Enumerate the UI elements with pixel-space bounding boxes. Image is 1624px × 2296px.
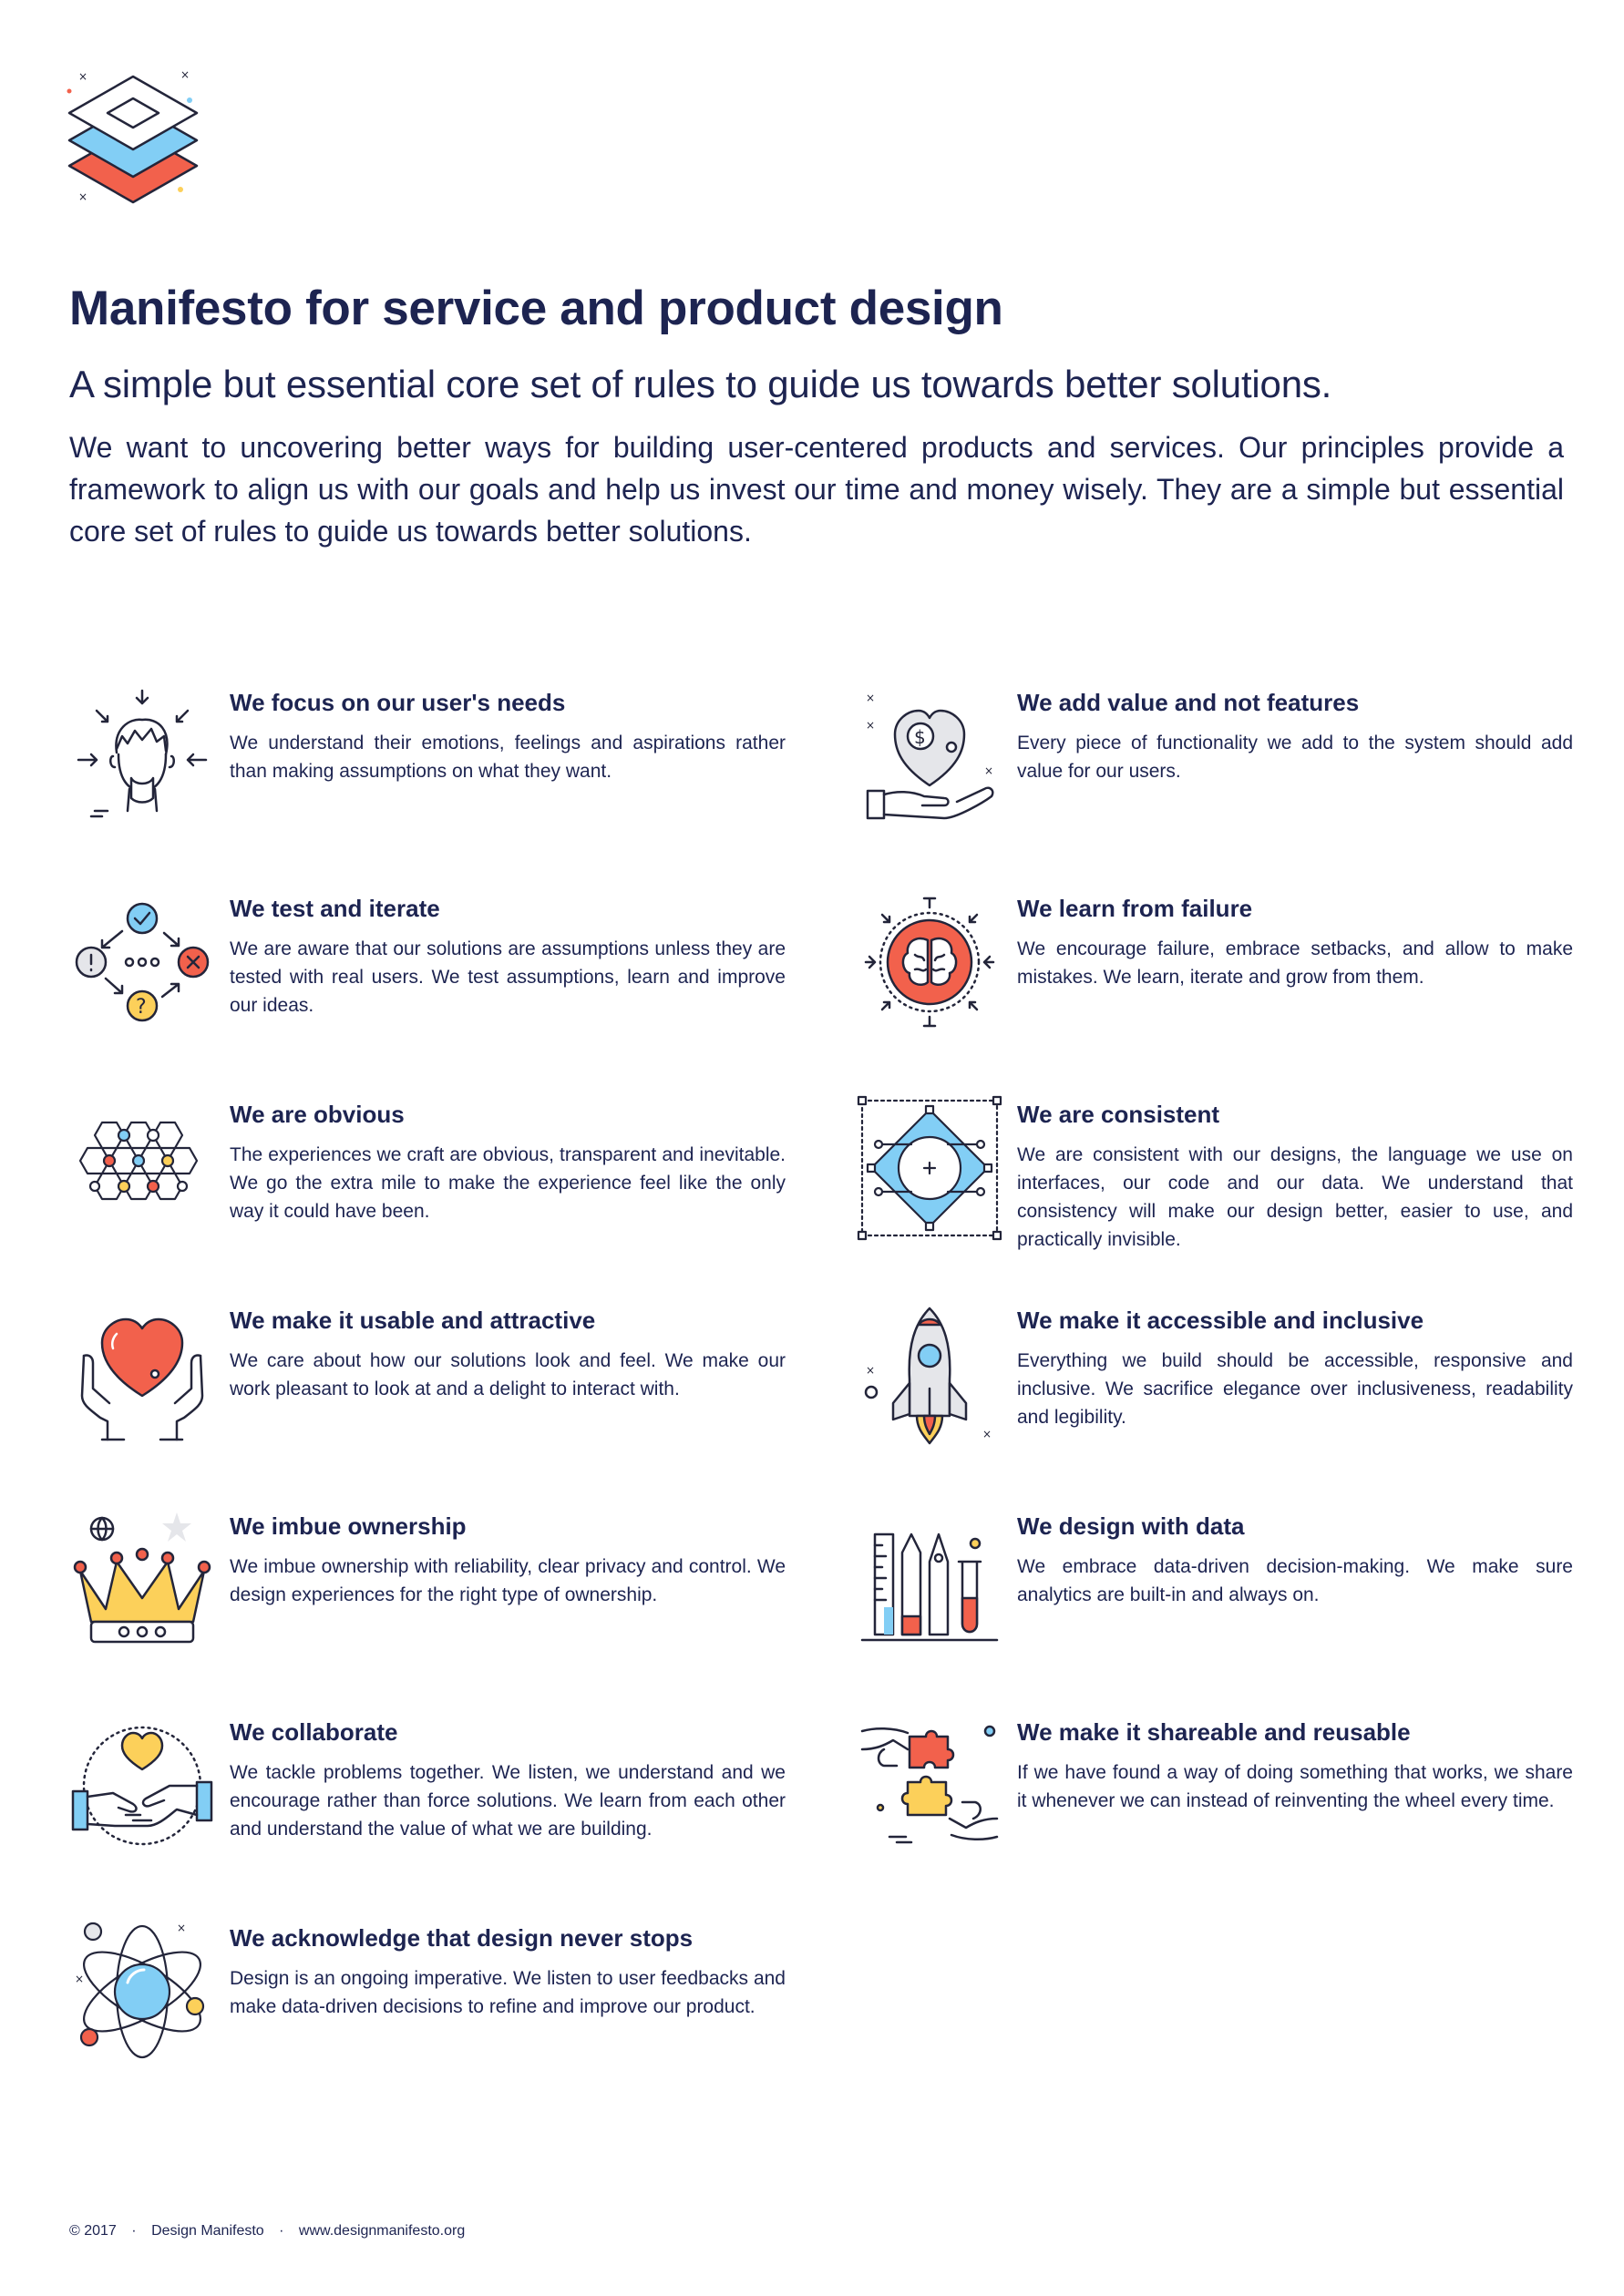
principle-shareable-reusable <box>857 1713 1586 1895</box>
vector-shape-icon <box>857 1095 1002 1241</box>
puzzle-hands-icon <box>857 1713 1002 1859</box>
footer-separator: · <box>131 2223 137 2239</box>
footer-separator: · <box>279 2223 284 2239</box>
principle-test-iterate <box>69 889 798 1071</box>
principle-obvious <box>69 1095 798 1277</box>
rocket-icon <box>857 1301 1002 1447</box>
page-title: Manifesto for service and product design <box>69 282 1003 335</box>
principle-body: Design is an ongoing imperative. We listen to user feedbacks and make data-driven decisions to refine and improve our product. <box>230 1968 786 2017</box>
svg-text:×: × <box>78 70 88 83</box>
user-needs-icon <box>69 683 215 829</box>
principle-title: We are obvious <box>230 1101 405 1128</box>
principle-title: We design with data <box>1017 1512 1245 1540</box>
svg-text:×: × <box>75 1973 85 1985</box>
principle-learn-failure <box>857 889 1586 1071</box>
principle-title: We learn from failure <box>1017 895 1253 922</box>
principle-body: Every piece of functionality we add to the system should add value for our users. <box>1017 733 1573 782</box>
hexagon-network-icon <box>69 1095 215 1241</box>
principle-title: We make it usable and attractive <box>230 1307 596 1334</box>
principle-body: The experiences we craft are obvious, transparent and inevitable. We go the extra mile to make the experience feel like the only way it could have been. <box>230 1144 786 1222</box>
principle-ownership <box>69 1507 798 1689</box>
principle-body: We embrace data-driven decision-making. We make sure analytics are built-in and always on. <box>1017 1556 1573 1605</box>
page-subtitle: A simple but essential core set of rules to guide us towards better solutions. <box>69 363 1332 405</box>
principle-body: If we have found a way of doing something that works, we share it whenever we can instead of reinventing the wheel every time. <box>1017 1762 1573 1811</box>
principle-title: We collaborate <box>230 1718 398 1746</box>
footer-name: Design Manifesto <box>151 2223 264 2239</box>
hands-heart-icon <box>69 1301 215 1447</box>
svg-text:$: $ <box>914 726 926 748</box>
layers-logo-icon <box>64 64 210 210</box>
principle-body: We care about how our solutions look and feel. We make our work pleasant to look at and a delight to interact with. <box>230 1350 786 1399</box>
principle-user-needs <box>69 683 798 866</box>
svg-text:×: × <box>866 692 876 704</box>
principle-collaborate <box>69 1713 798 1895</box>
svg-text:×: × <box>984 764 994 777</box>
handshake-icon <box>69 1713 215 1859</box>
principle-title: We focus on our user's needs <box>230 689 566 716</box>
design-tools-icon <box>857 1507 1002 1653</box>
footer-copyright: © 2017 <box>69 2223 117 2239</box>
svg-text:?: ? <box>136 996 147 1019</box>
intro-paragraph: We want to uncovering better ways for building user-centered products and services. Our principles provide a framework to align us with our goals and help us invest our time and money wisely. They are a simple but essential core set of rules to guide us towards better solutions. <box>69 431 1564 548</box>
svg-text:×: × <box>177 1922 187 1934</box>
principle-title: We are consistent <box>1017 1101 1220 1128</box>
principle-design-data <box>857 1507 1586 1689</box>
principle-body: We understand their emotions, feelings and aspirations rather than making assumptions on what they want. <box>230 733 786 782</box>
principle-title: We test and iterate <box>230 895 440 922</box>
principle-add-value <box>857 683 1586 866</box>
principle-usable-attractive <box>69 1301 798 1483</box>
brain-icon <box>857 889 1002 1035</box>
principle-title: We acknowledge that design never stops <box>230 1924 694 1952</box>
svg-text:×: × <box>180 68 190 81</box>
principle-title: We make it accessible and inclusive <box>1017 1307 1424 1334</box>
principle-body: We imbue ownership with reliability, clear privacy and control. We design experiences for the right type of ownership. <box>230 1556 786 1605</box>
principle-body: Everything we build should be accessible, responsive and inclusive. We sacrifice elegance over inclusiveness, readability and legibility. <box>1017 1350 1573 1428</box>
principle-accessible-inclusive <box>857 1301 1586 1483</box>
principle-title: We make it shareable and reusable <box>1017 1718 1411 1746</box>
principle-body: We are aware that our solutions are assumptions unless they are tested with real users. We test assumptions, learn and improve our ideas. <box>230 938 786 1016</box>
svg-text:×: × <box>982 1428 992 1440</box>
test-iterate-icon <box>69 889 215 1035</box>
principle-body: We encourage failure, embrace setbacks, and allow to make mistakes. We learn, iterate and grow from them. <box>1017 938 1573 988</box>
svg-text:×: × <box>78 190 88 203</box>
principle-title: We imbue ownership <box>230 1512 467 1540</box>
svg-text:×: × <box>866 1364 876 1377</box>
principle-body: We are consistent with our designs, the language we use on interfaces, our code and our data. We understand that consistency will make our design better, easier to use, and practically invisible. <box>1017 1144 1573 1250</box>
principle-body: We tackle problems together. We listen, we understand and we encourage rather than force solutions. We learn from each other and understand the value of what we are building. <box>230 1762 786 1840</box>
footer-url-link[interactable]: www.designmanifesto.org <box>298 2223 466 2239</box>
orbit-icon <box>69 1919 215 2065</box>
value-heart-icon <box>857 683 1002 829</box>
principle-title: We add value and not features <box>1017 689 1360 716</box>
principle-design-never-stops <box>69 1919 798 2101</box>
principle-consistent <box>857 1095 1586 1277</box>
footer <box>69 2223 465 2240</box>
crown-icon <box>69 1507 215 1653</box>
svg-text:×: × <box>866 719 876 732</box>
